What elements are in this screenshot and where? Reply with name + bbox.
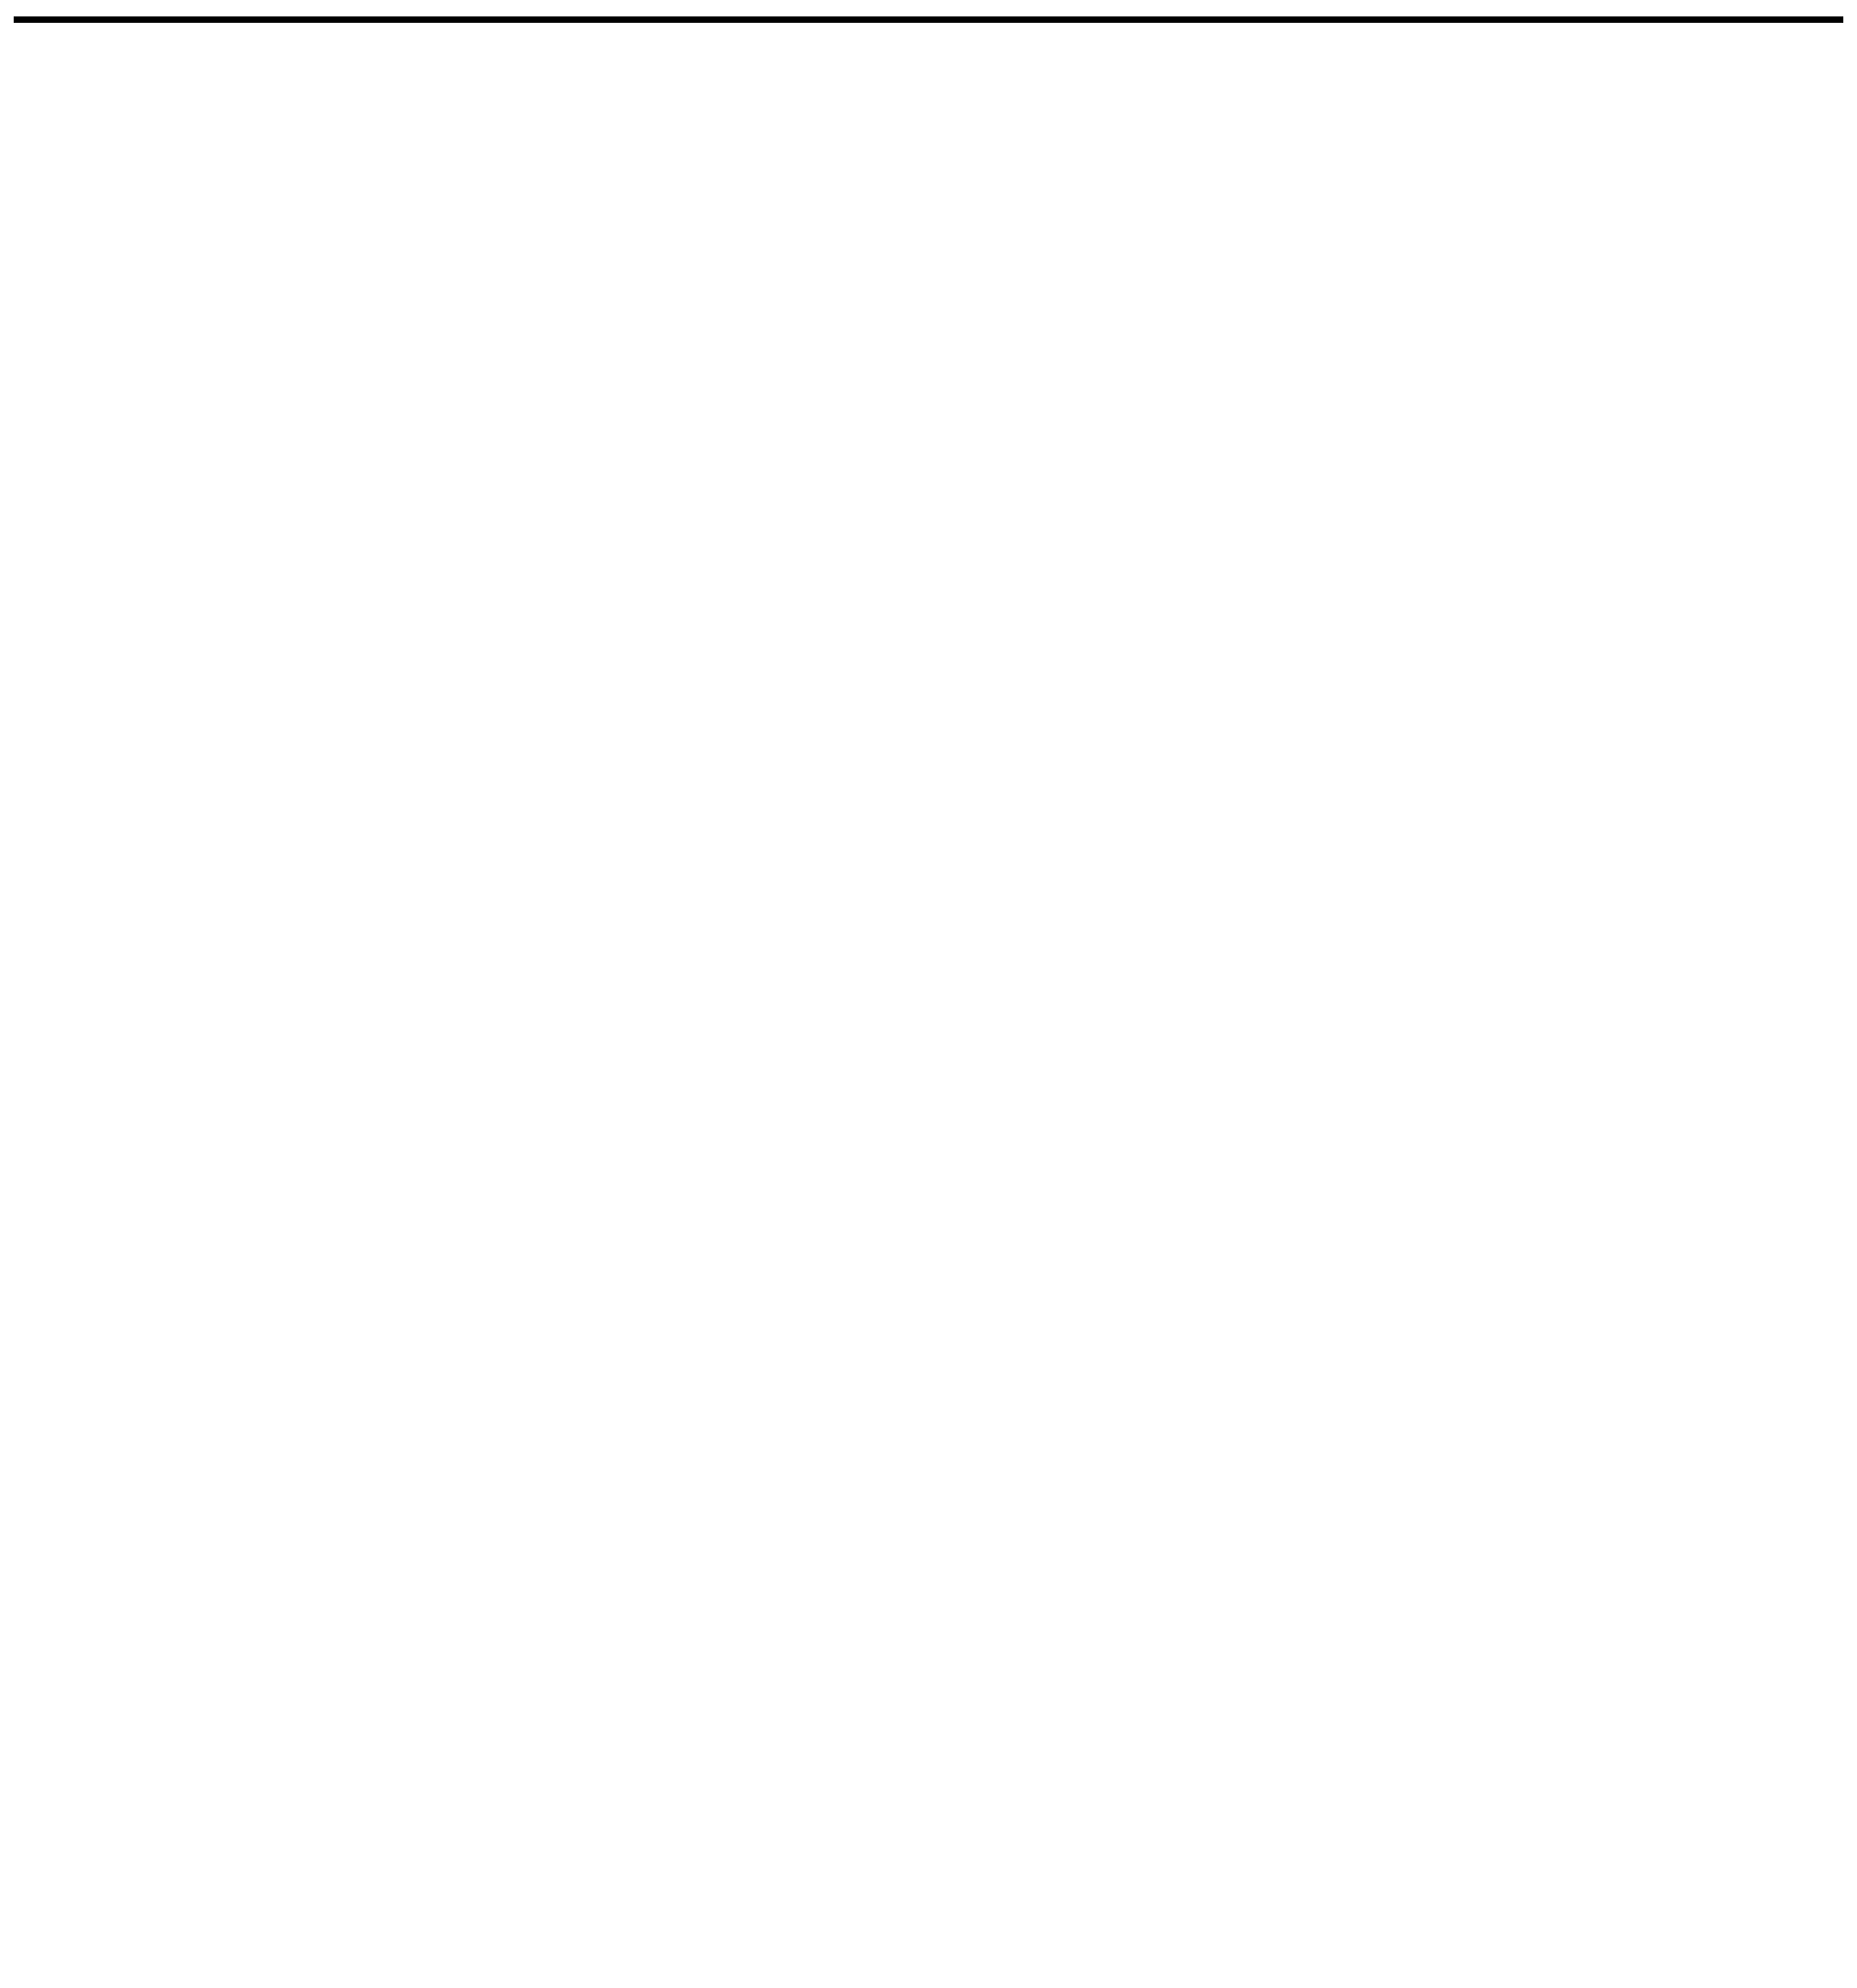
climograph-svg: [0, 198, 1857, 1074]
legend-regime-column: [1266, 1077, 1857, 1105]
water-balance-table: [14, 16, 1843, 23]
climograph: [0, 198, 1857, 1074]
legend-line-column: [636, 1077, 1266, 1105]
legend-pattern-column: [221, 1077, 636, 1105]
legend: [221, 1077, 1857, 1105]
